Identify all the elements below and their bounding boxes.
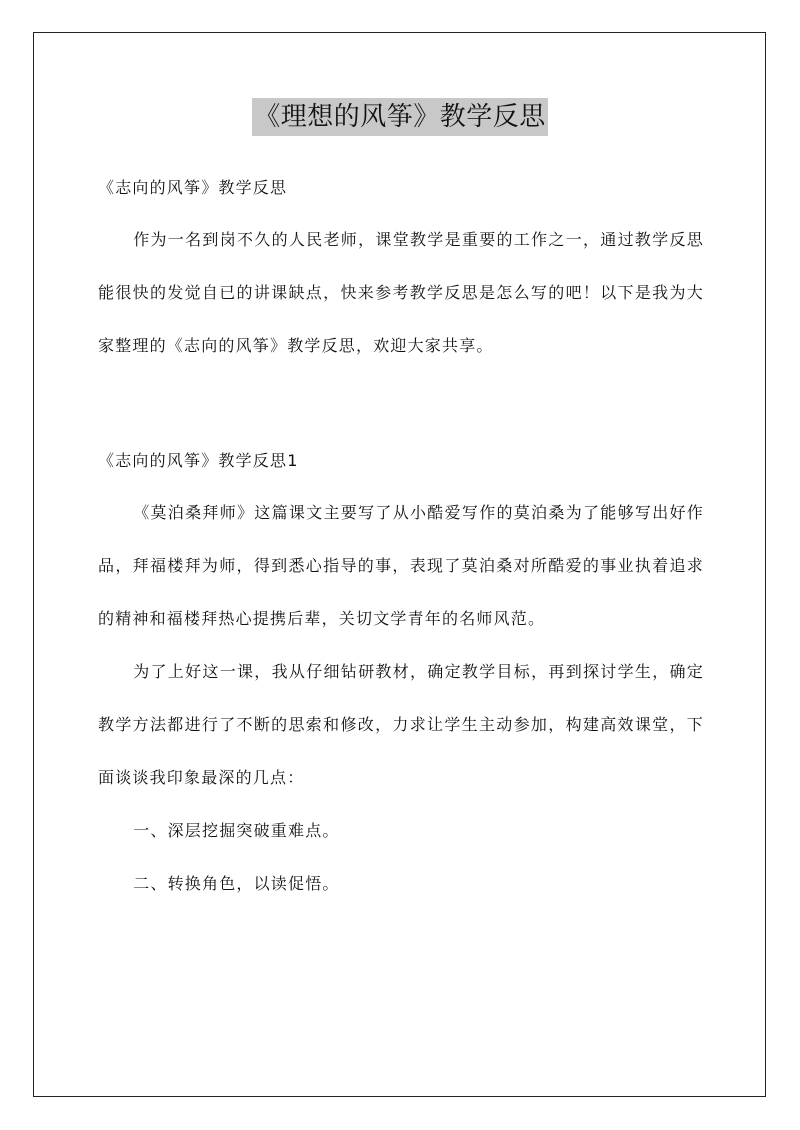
spacer: [98, 372, 704, 438]
document-title: 《理想的风筝》教学反思: [252, 98, 548, 136]
intro-paragraph: 作为一名到岗不久的人民老师，课堂教学是重要的工作之一，通过教学反思能很快的发觉自已的讲课缺点，快来参考教学反思是怎么写的吧！以下是我为大家整理的《志向的风筝》教学反思，欢迎大家共享。: [98, 230, 704, 355]
document-body: [98, 165, 704, 910]
section-heading: 《志向的风筝》教学反思1: [98, 451, 299, 470]
list-point: 一、深层挖掘突破重难点。: [133, 821, 340, 840]
body-paragraph: 为了上好这一课，我从仔细钻研教材，确定教学目标，再到探讨学生，确定教学方法都进行了不断的思索和修改，力求让学生主动参加，构建高效课堂，下面谈谈我印象最深的几点：: [98, 662, 704, 787]
document-subtitle: 《志向的风筝》教学反思: [98, 178, 288, 197]
body-paragraph: 《莫泊桑拜师》这篇课文主要写了从小酷爱写作的莫泊桑为了能够写出好作品，拜福楼拜为师，得到悉心指导的事，表现了莫泊桑对所酷爱的事业执着追求的精神和福楼拜热心提携后辈，关切文学青年的名师风范。: [98, 503, 704, 628]
title-container: [0, 98, 800, 136]
list-point: 二、转换角色，以读促悟。: [133, 874, 340, 893]
